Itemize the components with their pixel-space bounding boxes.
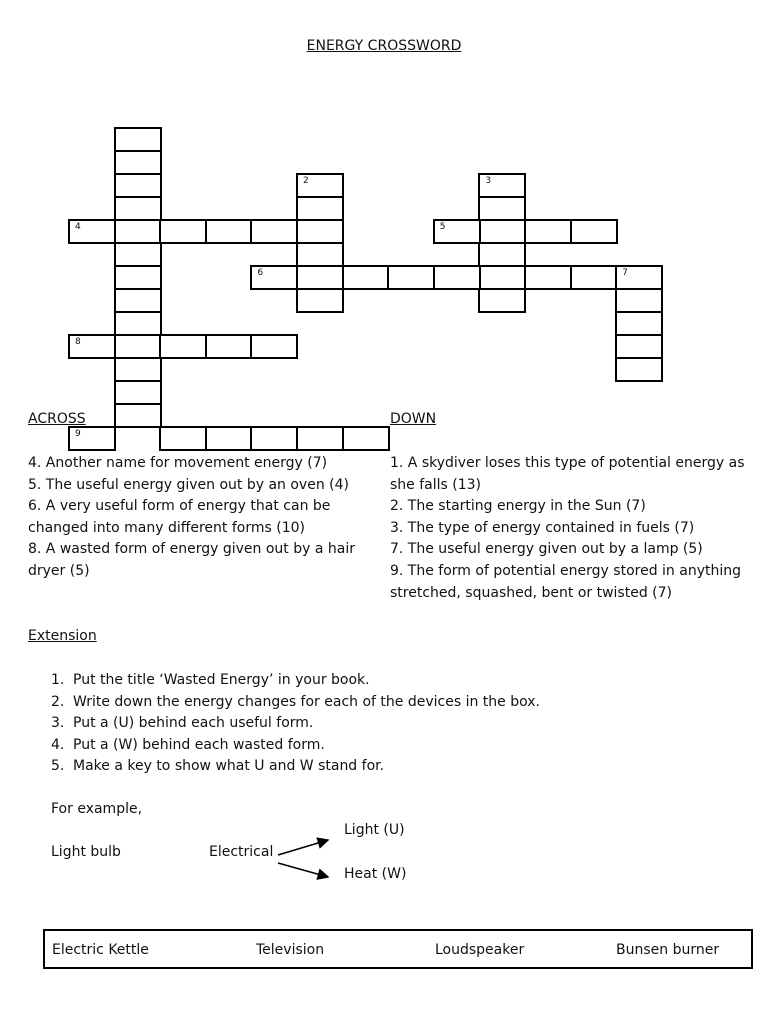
clue-number: 3 [485,176,492,186]
crossword-cell[interactable] [205,219,253,244]
crossword-cell[interactable] [478,173,526,198]
crossword-cell[interactable] [114,127,162,152]
across-clue-8: 8. A wasted form of energy given out by a hair dryer (5) [28,541,355,579]
device-television: Television [256,942,325,958]
clue-number: 2 [303,176,309,186]
device-loudspeaker: Loudspeaker [435,942,525,958]
across-clue-4: 4. Another name for movement energy (7) [28,455,328,471]
example-useful-output: Light (U) [344,822,405,838]
crossword-cell[interactable] [570,219,618,244]
example-device: Light bulb [51,844,121,860]
crossword-cell[interactable] [296,242,344,267]
crossword-cell[interactable] [114,380,162,405]
crossword-cell[interactable] [250,219,298,244]
crossword-cell[interactable] [114,357,162,382]
clue-number: 6 [257,268,264,278]
crossword-cell[interactable] [296,288,344,313]
energy-arrows-icon [270,828,340,888]
crossword-cell[interactable] [159,334,207,359]
example-wasted-output: Heat (W) [344,866,407,882]
example-intro: For example, [51,801,143,817]
crossword-cell[interactable] [433,265,481,290]
crossword-cell[interactable] [296,173,344,198]
crossword-cell[interactable] [250,426,298,451]
crossword-cell[interactable] [478,196,526,221]
crossword-cell[interactable] [433,219,481,244]
crossword-cell[interactable] [296,196,344,221]
crossword-cell[interactable] [114,173,162,198]
crossword-cell[interactable] [68,334,116,359]
crossword-cell[interactable] [615,357,663,382]
crossword-cell[interactable] [114,265,162,290]
crossword-cell[interactable] [296,265,344,290]
crossword-cell[interactable] [342,426,390,451]
crossword-cell[interactable] [159,219,207,244]
across-clue-5: 5. The useful energy given out by an oven (4) [28,476,349,493]
down-heading: DOWN [390,411,437,427]
page-title: ENERGY CROSSWORD [306,38,462,54]
extension-step: 1. Put the title ‘Wasted Energy’ in your book. [51,672,370,688]
crossword-cell[interactable] [205,334,253,359]
down-clue-7: 7. The useful energy given out by a lamp (5) [390,541,703,558]
crossword-cell[interactable] [342,265,390,290]
down-clue-9: 9. The form of potential energy stored in anything stretched, squashed, bent or twisted (7) [390,562,741,601]
crossword-cell[interactable] [114,311,162,336]
extension-step: 5. Make a key to show what U and W stand for. [51,758,385,775]
down-clue-2: 2. The starting energy in the Sun (7) [390,498,646,515]
crossword-cell[interactable] [615,265,663,290]
crossword-cell[interactable] [478,242,526,267]
crossword-cell[interactable] [615,334,663,359]
crossword-cell[interactable] [68,426,116,451]
clue-number: 4 [75,222,81,232]
down-clue-1: 1. A skydiver loses this type of potential energy as she falls (13) [390,455,745,493]
crossword-cell[interactable] [524,265,572,290]
across-heading: ACROSS [28,411,86,427]
extension-heading: Extension [28,628,97,644]
down-clues [390,453,762,604]
across-clue-6: 6. A very useful form of energy that can be changed into many different forms (10) [28,498,331,536]
extension-step: 4. Put a (W) behind each wasted form. [51,736,325,753]
devices-box [43,929,753,969]
crossword-cell[interactable] [114,334,162,359]
crossword-cell[interactable] [615,288,663,313]
crossword-cell[interactable] [114,403,162,428]
crossword-cell[interactable] [250,265,298,290]
crossword-cell[interactable] [159,426,207,451]
device-bunsen-burner: Bunsen burner [616,942,720,958]
crossword-cell[interactable] [478,288,526,313]
clue-number: 9 [75,429,81,439]
extension-step: 3. Put a (U) behind each useful form. [51,715,314,732]
device-electric-kettle: Electric Kettle [52,942,149,958]
extension-step: 2. Write down the energy changes for each of the devices in the box. [51,693,540,710]
crossword-cell[interactable] [114,150,162,175]
crossword-cell[interactable] [114,288,162,313]
crossword-cell[interactable] [524,219,572,244]
crossword-cell[interactable] [250,334,298,359]
down-clue-3: 3. The type of energy contained in fuels (7) [390,519,695,536]
example-input-energy: Electrical [209,844,274,860]
crossword-cell[interactable] [296,426,344,451]
crossword-cell[interactable] [114,242,162,267]
crossword-cell[interactable] [387,265,435,290]
crossword-cell[interactable] [114,219,162,244]
crossword-cell[interactable] [68,219,116,244]
crossword-cell[interactable] [478,219,526,244]
crossword-cell[interactable] [114,196,162,221]
across-clues [28,453,363,583]
crossword-cell[interactable] [570,265,618,290]
clue-number: 5 [439,222,446,232]
crossword-cell[interactable] [615,311,663,336]
clue-number: 7 [622,268,628,278]
crossword-cell[interactable] [478,265,526,290]
crossword-cell[interactable] [205,426,253,451]
clue-number: 8 [75,337,81,347]
extension-steps [51,670,751,778]
crossword-cell[interactable] [296,219,344,244]
